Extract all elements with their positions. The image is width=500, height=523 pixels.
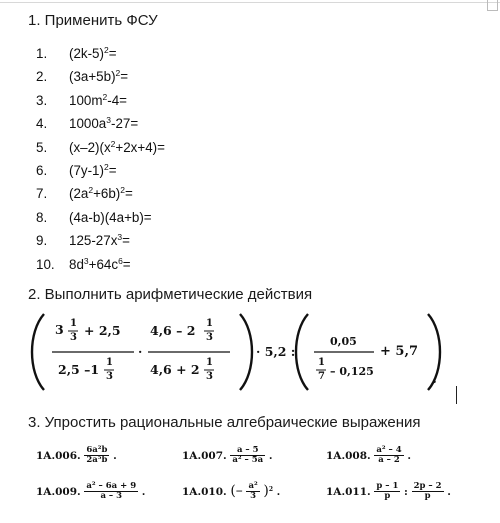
n3: 0,05 — [330, 335, 357, 348]
task-number: 7. — [36, 186, 48, 202]
d3-frac-num: 1 — [318, 357, 325, 368]
task-expression: $(2a^2+6b)^2=$ — [69, 185, 133, 202]
problem-1a008 — [326, 446, 411, 466]
task-number: 8. — [36, 209, 48, 225]
task-item — [36, 182, 165, 205]
problem-label: 1A.006. — [36, 449, 81, 462]
d2-frac-den: 3 — [206, 371, 213, 382]
problem-1a006 — [36, 446, 117, 466]
frac-numerator: 2p – 2 — [413, 481, 442, 491]
problem-tail: . — [447, 485, 451, 498]
task-expression: (4a-b)(4a+b)= — [69, 209, 152, 225]
task-item — [36, 112, 165, 135]
frac-denominator: a – 3 — [100, 491, 123, 502]
task-expression: $(3a+5b)^2=$ — [69, 68, 129, 85]
text-cursor — [456, 386, 457, 404]
n1-integer: 3 — [55, 322, 64, 337]
task-expression: $(2k-5)^2=$ — [69, 45, 117, 61]
frac-denominator: p — [424, 491, 431, 502]
n1-frac-num: 1 — [70, 318, 77, 329]
exponent: 2 — [268, 485, 274, 493]
problem-tail: . — [407, 449, 411, 462]
problem-tail: . — [276, 485, 281, 498]
frac-numerator: p – 1 — [376, 481, 399, 491]
problem-label: 1A.007. — [182, 449, 227, 462]
plus-5-7: + 5,7 — [380, 344, 419, 359]
task-expression: $8d^3+64c^6=$ — [69, 255, 131, 272]
task-number: 9. — [36, 233, 48, 249]
task-item — [36, 89, 165, 112]
close-paren: ) — [263, 482, 269, 499]
d1-left: 2,5 –1 — [58, 362, 100, 377]
final-period: . — [432, 371, 437, 387]
d2-left: 4,6 + 2 — [150, 362, 200, 377]
problem-1a007 — [182, 446, 272, 466]
problem-fraction-2 — [412, 482, 444, 502]
problem-1a009 — [36, 482, 145, 502]
task-item — [36, 229, 165, 252]
frac-numerator: 6a²b — [86, 445, 108, 455]
problem-tail: . — [268, 449, 273, 462]
n2-frac-den: 3 — [206, 332, 213, 343]
d2-frac-num: 1 — [206, 357, 213, 368]
arithmetic-expression — [26, 310, 466, 394]
problem-label: 1A.009. — [36, 485, 81, 498]
mult-dot: · — [138, 344, 143, 359]
problem-fraction — [374, 482, 400, 502]
task-item — [36, 65, 165, 88]
task-expression: $1000a^3-27=$ — [69, 115, 139, 132]
task-number: 5. — [36, 139, 48, 155]
n1-frac-den: 3 — [70, 332, 77, 343]
frac-denominator: 3 — [250, 491, 257, 502]
task-item — [36, 136, 165, 159]
problem-fraction — [230, 446, 265, 466]
left-paren-2 — [296, 314, 308, 390]
n2-left: 4,6 – 2 — [150, 323, 196, 338]
task-expression: $(x-2)(x^2+2x+4)=$ — [69, 138, 165, 155]
d3-rest: – 0,125 — [330, 365, 374, 378]
frac-denominator: a – 2 — [378, 455, 400, 466]
task-item — [36, 42, 165, 65]
task-expression: $100m^2-4=$ — [69, 91, 127, 108]
task-expression: $125-27x^3=$ — [69, 232, 130, 249]
task-item — [36, 253, 165, 276]
division-sign: : — [404, 485, 408, 498]
problem-1a010 — [182, 482, 280, 502]
frac-denominator: p — [384, 491, 391, 502]
task-number: 1. — [36, 46, 48, 61]
task-expression: $(7y-1)^2=$ — [69, 161, 117, 178]
section2-title: 2. Выполнить арифметические действия — [28, 286, 313, 303]
problem-fraction — [84, 446, 109, 466]
task-number: 3. — [36, 92, 48, 108]
problem-label: 1A.010. — [182, 485, 227, 498]
problem-label: 1A.011. — [326, 485, 371, 498]
task-number: 2. — [36, 69, 48, 85]
frac-numerator: a – 5 — [230, 446, 265, 456]
problem-label: 1A.008. — [326, 449, 371, 462]
task-number: 4. — [36, 116, 48, 132]
problem-fraction — [246, 482, 259, 502]
d1-frac-den: 3 — [106, 371, 113, 382]
n1-rest: + 2,5 — [84, 323, 121, 338]
problem-fraction — [84, 482, 138, 502]
task-list — [36, 42, 165, 276]
mult-5-2-div: · 5,2 : — [256, 344, 296, 359]
problem-fraction — [374, 446, 403, 466]
task-number: 10. — [36, 256, 55, 272]
task-number: 6. — [36, 162, 48, 178]
task-item — [36, 206, 165, 229]
d3-frac-den: 7 — [318, 371, 325, 382]
page-top-border — [0, 2, 500, 3]
page-corner-marker — [487, 0, 498, 11]
frac-numerator: a² – 4 — [376, 445, 402, 455]
problem-tail: . — [113, 449, 117, 462]
frac-denominator: 2a⁵b — [86, 455, 108, 466]
n2-frac-num: 1 — [206, 318, 213, 329]
problem-tail: . — [141, 485, 146, 498]
left-paren-1 — [32, 314, 44, 390]
d1-frac-num: 1 — [106, 357, 113, 368]
frac-numerator: a² — [248, 481, 258, 491]
frac-denominator: a² – 5a — [232, 455, 264, 466]
problem-1a011 — [326, 482, 451, 502]
open-paren-minus: (– — [230, 482, 243, 499]
task-item — [36, 159, 165, 182]
section1-title: 1. Применить ФСУ — [28, 12, 158, 29]
frac-numerator: a² – 6a + 9 — [86, 481, 137, 491]
right-paren-1 — [240, 314, 252, 390]
section3-title: 3. Упростить рациональные алгебраические выражения — [28, 414, 421, 431]
